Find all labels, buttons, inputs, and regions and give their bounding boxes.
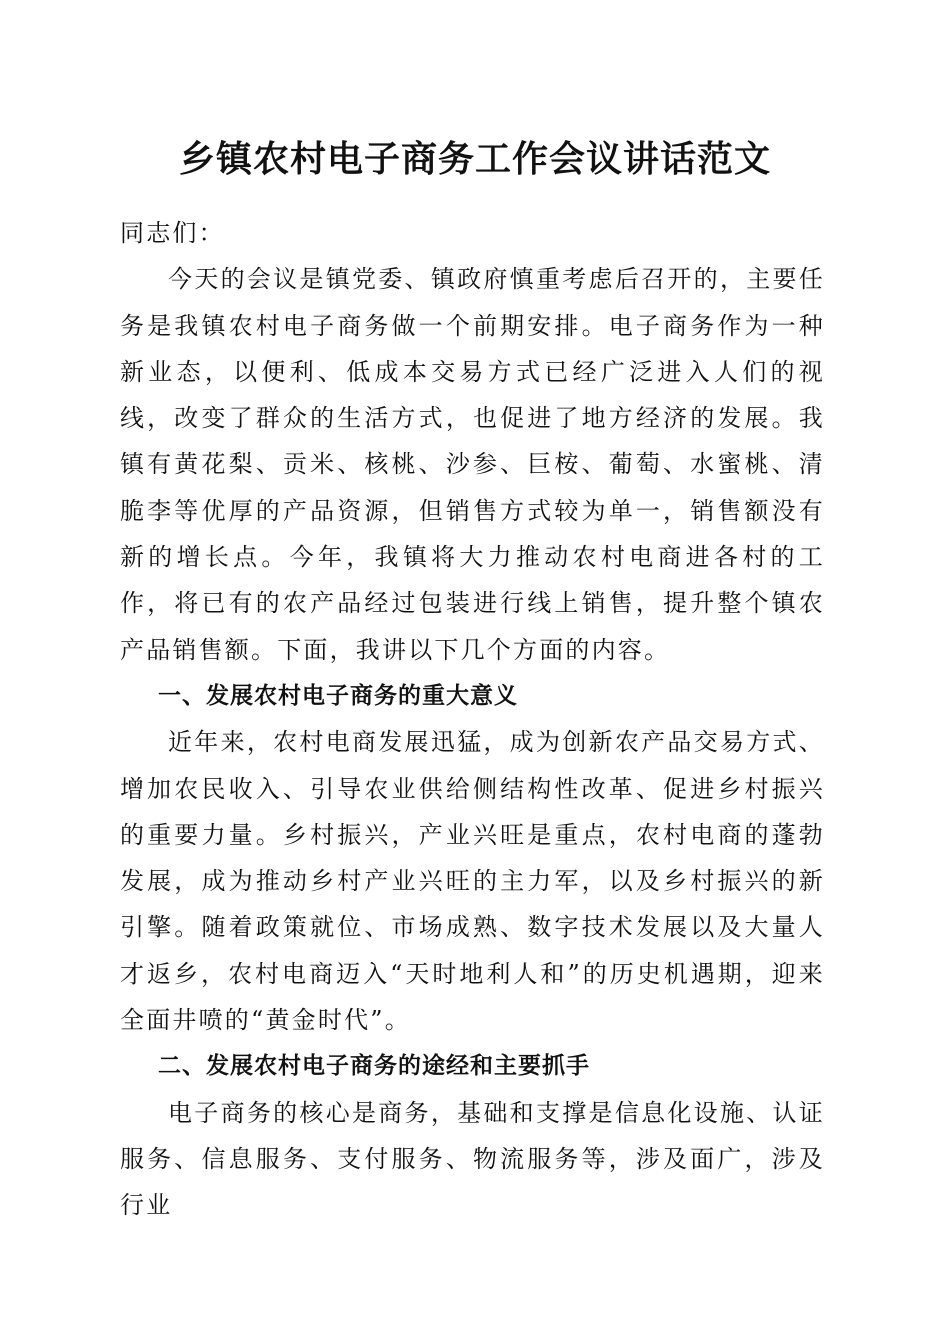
section-heading-1: 一、发展农村电子商务的重大意义 [158,682,518,709]
section-heading-2: 二、发展农村电子商务的途经和主要抓手 [158,1053,590,1080]
intro-paragraph: 今天的会议是镇党委、镇政府慎重考虑后召开的，主要任务是我镇农村电子商务做一个前期安排。电子商务作为一种新业态，以便利、低成本交易方式已经广泛进入人们的视线，改变了群众的生活方式，也促进了地方经济的发展。我镇有黄花梨、贡米、核桃、沙参、巨桉、葡萄、水蜜桃、清脆李等优厚的产品资源，但销售方式较为单一，销售额没有新的增长点。今年，我镇将大力推动农村电商进各村的工作，将已有的农产品经过包装进行线上销售，提升整个镇农产品销售额。下面，我讲以下几个方面的内容。 [120,265,825,664]
salutation: 同志们： [120,219,225,247]
document-title: 乡镇农村电子商务工作会议讲话范文 [178,138,771,180]
document-body [120,210,825,1229]
section-paragraph-2: 电子商务的核心是商务，基础和支撑是信息化设施、认证服务、信息服务、支付服务、物流服务等，涉及面广，涉及行业 [120,1098,825,1220]
section-paragraph-1: 近年来，农村电商发展迅猛，成为创新农产品交易方式、增加农民收入、引导农业供给侧结构性改革、促进乡村振兴的重要力量。乡村振兴，产业兴旺是重点，农村电商的蓬勃发展，成为推动乡村产业兴旺的主力军，以及乡村振兴的新引擎。随着政策就位、市场成熟、数字技术发展以及大量人才返乡，农村电商迈入“天时地利人和”的历史机遇期，迎来全面井喷的“黄金时代”。 [120,728,825,1035]
